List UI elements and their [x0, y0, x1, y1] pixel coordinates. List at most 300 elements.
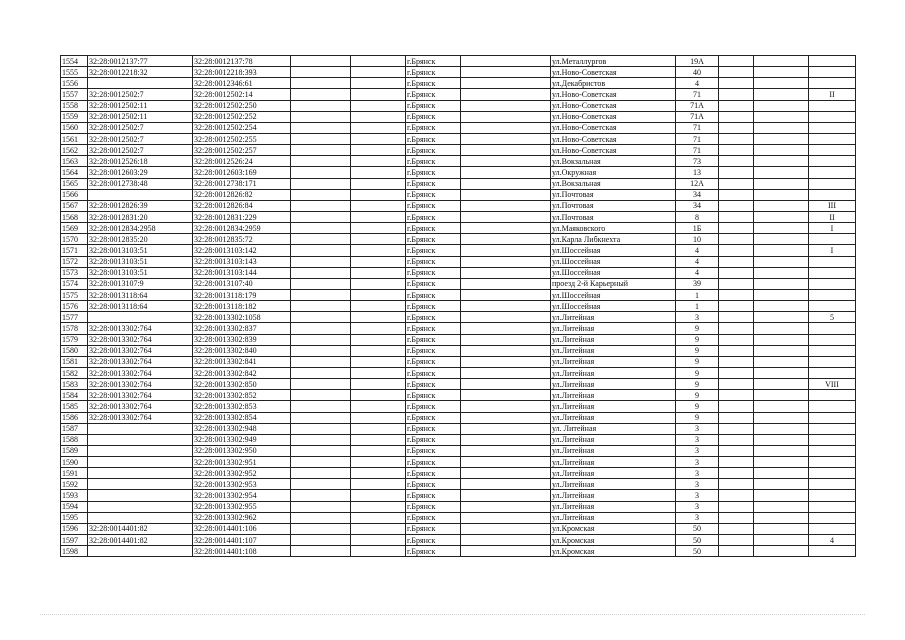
cell-row-number: 1558: [61, 100, 88, 111]
cell-col-7: [461, 200, 551, 211]
cell-col-7: [461, 122, 551, 133]
cell-col-10: [719, 334, 754, 345]
cell-col-4: [291, 289, 351, 300]
cell-house-number: 4: [676, 267, 719, 278]
cell-col-11: [754, 457, 809, 468]
cell-object-number: 32:28:0013302:950: [193, 445, 291, 456]
cell-col-5: [351, 535, 406, 546]
table-row: [61, 122, 856, 133]
cell-col-7: [461, 334, 551, 345]
cell-street: ул.Почтовая: [551, 189, 676, 200]
cell-street: ул.Литейная: [551, 490, 676, 501]
cell-col-11: [754, 278, 809, 289]
cell-col-4: [291, 523, 351, 534]
cell-city: г.Брянск: [406, 401, 461, 412]
cell-city: г.Брянск: [406, 78, 461, 89]
cell-category: [809, 78, 856, 89]
cell-category: [809, 256, 856, 267]
cell-object-number: 32:28:0013302:954: [193, 490, 291, 501]
cell-object-number: 32:28:0013302:952: [193, 468, 291, 479]
cell-col-10: [719, 323, 754, 334]
cell-category: [809, 490, 856, 501]
cell-col-11: [754, 323, 809, 334]
cell-street: ул.Почтовая: [551, 200, 676, 211]
cell-object-number: 32:28:0014401:107: [193, 535, 291, 546]
cell-col-11: [754, 535, 809, 546]
cell-col-7: [461, 178, 551, 189]
cell-col-7: [461, 479, 551, 490]
cell-col-7: [461, 234, 551, 245]
cell-street: ул.Литейная: [551, 334, 676, 345]
cell-row-number: 1595: [61, 512, 88, 523]
cell-col-5: [351, 412, 406, 423]
cell-category: [809, 156, 856, 167]
table-row: [61, 512, 856, 523]
cell-col-11: [754, 156, 809, 167]
cell-city: г.Брянск: [406, 133, 461, 144]
cell-col-11: [754, 200, 809, 211]
cell-object-number: 32:28:0013302:850: [193, 379, 291, 390]
cell-col-4: [291, 256, 351, 267]
cell-col-11: [754, 145, 809, 156]
cell-col-4: [291, 367, 351, 378]
cell-col-5: [351, 312, 406, 323]
cell-category: [809, 390, 856, 401]
cell-object-number: 32:28:0012834:2959: [193, 223, 291, 234]
cell-parcel-number: [88, 457, 193, 468]
cell-street: ул.Шоссейная: [551, 256, 676, 267]
cell-col-11: [754, 56, 809, 67]
cell-col-4: [291, 512, 351, 523]
table-row: [61, 412, 856, 423]
cell-col-11: [754, 345, 809, 356]
cell-col-10: [719, 245, 754, 256]
cell-city: г.Брянск: [406, 345, 461, 356]
cell-col-10: [719, 167, 754, 178]
cell-house-number: 3: [676, 490, 719, 501]
cell-col-5: [351, 189, 406, 200]
cell-parcel-number: 32:28:0012502:11: [88, 100, 193, 111]
cell-object-number: 32:28:0013302:841: [193, 356, 291, 367]
cell-col-10: [719, 312, 754, 323]
cell-col-10: [719, 78, 754, 89]
cell-row-number: 1594: [61, 501, 88, 512]
cell-object-number: 32:28:0012826:82: [193, 189, 291, 200]
cell-object-number: 32:28:0013302:962: [193, 512, 291, 523]
cell-col-5: [351, 267, 406, 278]
cell-street: ул.Окружная: [551, 167, 676, 178]
cell-category: [809, 345, 856, 356]
cell-object-number: 32:28:0014401:106: [193, 523, 291, 534]
cell-col-4: [291, 223, 351, 234]
cell-parcel-number: 32:28:0013302:764: [88, 412, 193, 423]
table-row: [61, 367, 856, 378]
cell-category: [809, 412, 856, 423]
cell-category: I: [809, 223, 856, 234]
cell-object-number: 32:28:0013302:839: [193, 334, 291, 345]
cell-category: VIII: [809, 379, 856, 390]
cell-col-5: [351, 501, 406, 512]
cell-col-5: [351, 401, 406, 412]
cell-city: г.Брянск: [406, 234, 461, 245]
cell-col-11: [754, 267, 809, 278]
cell-col-5: [351, 390, 406, 401]
cell-house-number: 39: [676, 278, 719, 289]
cell-city: г.Брянск: [406, 289, 461, 300]
cell-col-10: [719, 156, 754, 167]
cell-col-11: [754, 111, 809, 122]
cell-col-10: [719, 234, 754, 245]
cell-parcel-number: [88, 78, 193, 89]
cell-house-number: 4: [676, 245, 719, 256]
cell-house-number: 3: [676, 457, 719, 468]
cell-row-number: 1592: [61, 479, 88, 490]
cell-row-number: 1562: [61, 145, 88, 156]
cell-category: [809, 167, 856, 178]
table-row: [61, 379, 856, 390]
cell-category: [809, 301, 856, 312]
table-row: [61, 501, 856, 512]
cell-col-10: [719, 535, 754, 546]
cell-col-11: [754, 390, 809, 401]
cell-house-number: 1: [676, 289, 719, 300]
cell-street: ул.Ново-Советская: [551, 145, 676, 156]
cell-col-10: [719, 434, 754, 445]
cell-col-7: [461, 390, 551, 401]
cell-category: II: [809, 89, 856, 100]
cell-category: [809, 122, 856, 133]
cell-col-7: [461, 546, 551, 557]
cell-city: г.Брянск: [406, 512, 461, 523]
cell-house-number: 9: [676, 390, 719, 401]
cell-col-4: [291, 434, 351, 445]
cell-object-number: 32:28:0013302:853: [193, 401, 291, 412]
cell-house-number: 71: [676, 122, 719, 133]
cell-col-7: [461, 245, 551, 256]
cell-col-5: [351, 67, 406, 78]
cell-col-11: [754, 512, 809, 523]
cell-col-5: [351, 145, 406, 156]
cell-col-4: [291, 334, 351, 345]
cell-col-7: [461, 256, 551, 267]
cell-row-number: 1577: [61, 312, 88, 323]
cell-object-number: 32:28:0012738:171: [193, 178, 291, 189]
cell-parcel-number: 32:28:0013302:764: [88, 401, 193, 412]
cell-object-number: 32:28:0013302:949: [193, 434, 291, 445]
cell-object-number: 32:28:0013103:143: [193, 256, 291, 267]
cell-col-7: [461, 111, 551, 122]
cell-col-5: [351, 367, 406, 378]
table-row: [61, 468, 856, 479]
cell-street: проезд 2-й Карьерный: [551, 278, 676, 289]
cell-city: г.Брянск: [406, 89, 461, 100]
table-row: [61, 434, 856, 445]
cell-street: ул.Ново-Советская: [551, 122, 676, 133]
cell-city: г.Брянск: [406, 312, 461, 323]
cell-category: [809, 189, 856, 200]
cell-object-number: 32:28:0013302:951: [193, 457, 291, 468]
cell-col-7: [461, 156, 551, 167]
cell-col-4: [291, 189, 351, 200]
cell-col-4: [291, 445, 351, 456]
cell-house-number: 34: [676, 200, 719, 211]
cell-city: г.Брянск: [406, 256, 461, 267]
cell-col-5: [351, 56, 406, 67]
cell-col-5: [351, 156, 406, 167]
cell-col-7: [461, 223, 551, 234]
cell-parcel-number: 32:28:0012831:20: [88, 211, 193, 222]
cell-street: ул.Литейная: [551, 379, 676, 390]
cell-col-7: [461, 133, 551, 144]
cell-col-4: [291, 379, 351, 390]
table-row: [61, 245, 856, 256]
cell-parcel-number: 32:28:0012218:32: [88, 67, 193, 78]
cell-city: г.Брянск: [406, 267, 461, 278]
cell-row-number: 1554: [61, 56, 88, 67]
cell-house-number: 3: [676, 501, 719, 512]
cell-street: ул.Литейная: [551, 390, 676, 401]
cell-row-number: 1564: [61, 167, 88, 178]
cell-category: [809, 278, 856, 289]
cell-city: г.Брянск: [406, 100, 461, 111]
cell-col-11: [754, 501, 809, 512]
cell-street: ул.Литейная: [551, 401, 676, 412]
cell-col-4: [291, 200, 351, 211]
cell-row-number: 1565: [61, 178, 88, 189]
cell-category: III: [809, 200, 856, 211]
cell-row-number: 1557: [61, 89, 88, 100]
cell-col-5: [351, 434, 406, 445]
cell-col-7: [461, 189, 551, 200]
cell-parcel-number: 32:28:0013302:764: [88, 345, 193, 356]
cell-house-number: 8: [676, 211, 719, 222]
cell-object-number: 32:28:0012502:257: [193, 145, 291, 156]
cell-category: [809, 457, 856, 468]
table-row: [61, 223, 856, 234]
table-row: [61, 234, 856, 245]
cell-parcel-number: 32:28:0013118:64: [88, 301, 193, 312]
table-row: [61, 145, 856, 156]
cell-col-5: [351, 234, 406, 245]
cell-row-number: 1585: [61, 401, 88, 412]
cell-street: ул.Шоссейная: [551, 245, 676, 256]
cell-street: ул.Шоссейная: [551, 289, 676, 300]
cell-row-number: 1588: [61, 434, 88, 445]
cell-parcel-number: [88, 501, 193, 512]
cell-house-number: 9: [676, 379, 719, 390]
cell-category: [809, 501, 856, 512]
cell-col-11: [754, 211, 809, 222]
cell-category: II: [809, 211, 856, 222]
cell-col-4: [291, 122, 351, 133]
cell-col-10: [719, 390, 754, 401]
cell-parcel-number: 32:28:0013302:764: [88, 334, 193, 345]
cell-col-11: [754, 523, 809, 534]
cell-category: [809, 56, 856, 67]
cell-col-11: [754, 133, 809, 144]
cell-house-number: 13: [676, 167, 719, 178]
cell-street: ул.Металлургов: [551, 56, 676, 67]
cell-street: ул.Литейная: [551, 312, 676, 323]
cell-col-4: [291, 457, 351, 468]
cell-row-number: 1560: [61, 122, 88, 133]
cell-row-number: 1584: [61, 390, 88, 401]
cell-col-4: [291, 468, 351, 479]
cell-col-4: [291, 211, 351, 222]
cell-street: ул.Ново-Советская: [551, 89, 676, 100]
table-row: [61, 156, 856, 167]
cell-row-number: 1590: [61, 457, 88, 468]
cell-street: ул.Шоссейная: [551, 267, 676, 278]
cell-street: ул.Литейная: [551, 445, 676, 456]
cell-col-4: [291, 245, 351, 256]
cell-col-10: [719, 122, 754, 133]
cell-house-number: 71А: [676, 111, 719, 122]
table-row: [61, 445, 856, 456]
cell-row-number: 1581: [61, 356, 88, 367]
cell-col-5: [351, 301, 406, 312]
cell-col-7: [461, 434, 551, 445]
cell-row-number: 1572: [61, 256, 88, 267]
cell-object-number: 32:28:0013103:142: [193, 245, 291, 256]
table-row: [61, 289, 856, 300]
table-row: [61, 89, 856, 100]
cell-col-11: [754, 167, 809, 178]
cell-object-number: 32:28:0013118:182: [193, 301, 291, 312]
cell-street: ул.Ново-Советская: [551, 100, 676, 111]
cell-col-10: [719, 356, 754, 367]
table-row: [61, 78, 856, 89]
cell-city: г.Брянск: [406, 145, 461, 156]
cell-object-number: 32:28:0013302:955: [193, 501, 291, 512]
cell-city: г.Брянск: [406, 67, 461, 78]
cell-col-7: [461, 379, 551, 390]
cell-object-number: 32:28:0012502:255: [193, 133, 291, 144]
cell-street: ул.Ново-Советская: [551, 133, 676, 144]
cell-col-10: [719, 56, 754, 67]
cell-col-5: [351, 345, 406, 356]
cell-city: г.Брянск: [406, 412, 461, 423]
cell-street: ул.Кромская: [551, 546, 676, 557]
cell-row-number: 1567: [61, 200, 88, 211]
cell-col-5: [351, 490, 406, 501]
cell-col-5: [351, 100, 406, 111]
cell-house-number: 3: [676, 512, 719, 523]
cell-col-4: [291, 546, 351, 557]
cell-col-7: [461, 89, 551, 100]
cell-row-number: 1555: [61, 67, 88, 78]
cell-row-number: 1575: [61, 289, 88, 300]
table-row: [61, 178, 856, 189]
cell-row-number: 1573: [61, 267, 88, 278]
cell-col-11: [754, 479, 809, 490]
cell-object-number: 32:28:0013302:953: [193, 479, 291, 490]
cell-row-number: 1574: [61, 278, 88, 289]
cell-object-number: 32:28:0013302:842: [193, 367, 291, 378]
cell-city: г.Брянск: [406, 445, 461, 456]
cell-parcel-number: [88, 479, 193, 490]
cell-col-10: [719, 412, 754, 423]
cell-object-number: 32:28:0013103:144: [193, 267, 291, 278]
cell-parcel-number: 32:28:0012502:7: [88, 133, 193, 144]
cell-category: [809, 523, 856, 534]
table-row: [61, 100, 856, 111]
cell-parcel-number: [88, 189, 193, 200]
cell-col-11: [754, 301, 809, 312]
cell-parcel-number: [88, 468, 193, 479]
cell-col-5: [351, 323, 406, 334]
table-row: [61, 390, 856, 401]
cell-col-4: [291, 67, 351, 78]
cell-col-11: [754, 334, 809, 345]
cell-street: ул.Литейная: [551, 468, 676, 479]
cell-col-11: [754, 100, 809, 111]
cell-object-number: 32:28:0012831:229: [193, 211, 291, 222]
cell-col-5: [351, 512, 406, 523]
cell-col-5: [351, 356, 406, 367]
cell-city: г.Брянск: [406, 468, 461, 479]
cell-col-4: [291, 323, 351, 334]
table-row: [61, 423, 856, 434]
cell-col-4: [291, 89, 351, 100]
cell-category: [809, 356, 856, 367]
cell-category: [809, 445, 856, 456]
cell-col-10: [719, 423, 754, 434]
cell-col-7: [461, 468, 551, 479]
cell-house-number: 3: [676, 479, 719, 490]
cell-col-5: [351, 445, 406, 456]
cell-city: г.Брянск: [406, 122, 461, 133]
cell-col-5: [351, 178, 406, 189]
cell-col-4: [291, 390, 351, 401]
cell-house-number: 71: [676, 145, 719, 156]
cell-col-10: [719, 178, 754, 189]
cell-city: г.Брянск: [406, 546, 461, 557]
cell-col-4: [291, 278, 351, 289]
cell-col-5: [351, 89, 406, 100]
cell-col-10: [719, 546, 754, 557]
cell-col-10: [719, 445, 754, 456]
cell-street: ул.Шоссейная: [551, 301, 676, 312]
scan-noise: [40, 614, 865, 615]
cell-object-number: 32:28:0012603:169: [193, 167, 291, 178]
cell-street: ул.Маяковского: [551, 223, 676, 234]
cell-col-4: [291, 401, 351, 412]
cell-col-5: [351, 245, 406, 256]
cell-col-11: [754, 245, 809, 256]
cell-object-number: 32:28:0013302:854: [193, 412, 291, 423]
cell-row-number: 1561: [61, 133, 88, 144]
cell-city: г.Брянск: [406, 501, 461, 512]
table-row: [61, 479, 856, 490]
cell-col-10: [719, 133, 754, 144]
cell-row-number: 1579: [61, 334, 88, 345]
cell-category: [809, 267, 856, 278]
cell-col-10: [719, 490, 754, 501]
cell-house-number: 71: [676, 133, 719, 144]
cell-col-10: [719, 289, 754, 300]
cell-parcel-number: 32:28:0013107:9: [88, 278, 193, 289]
cell-street: ул.Литейная: [551, 479, 676, 490]
cell-parcel-number: 32:28:0014401:82: [88, 523, 193, 534]
cell-col-5: [351, 379, 406, 390]
cell-col-11: [754, 401, 809, 412]
cell-col-11: [754, 223, 809, 234]
cell-object-number: 32:28:0013302:948: [193, 423, 291, 434]
cell-parcel-number: [88, 512, 193, 523]
cell-row-number: 1591: [61, 468, 88, 479]
cell-object-number: 32:28:0012502:254: [193, 122, 291, 133]
